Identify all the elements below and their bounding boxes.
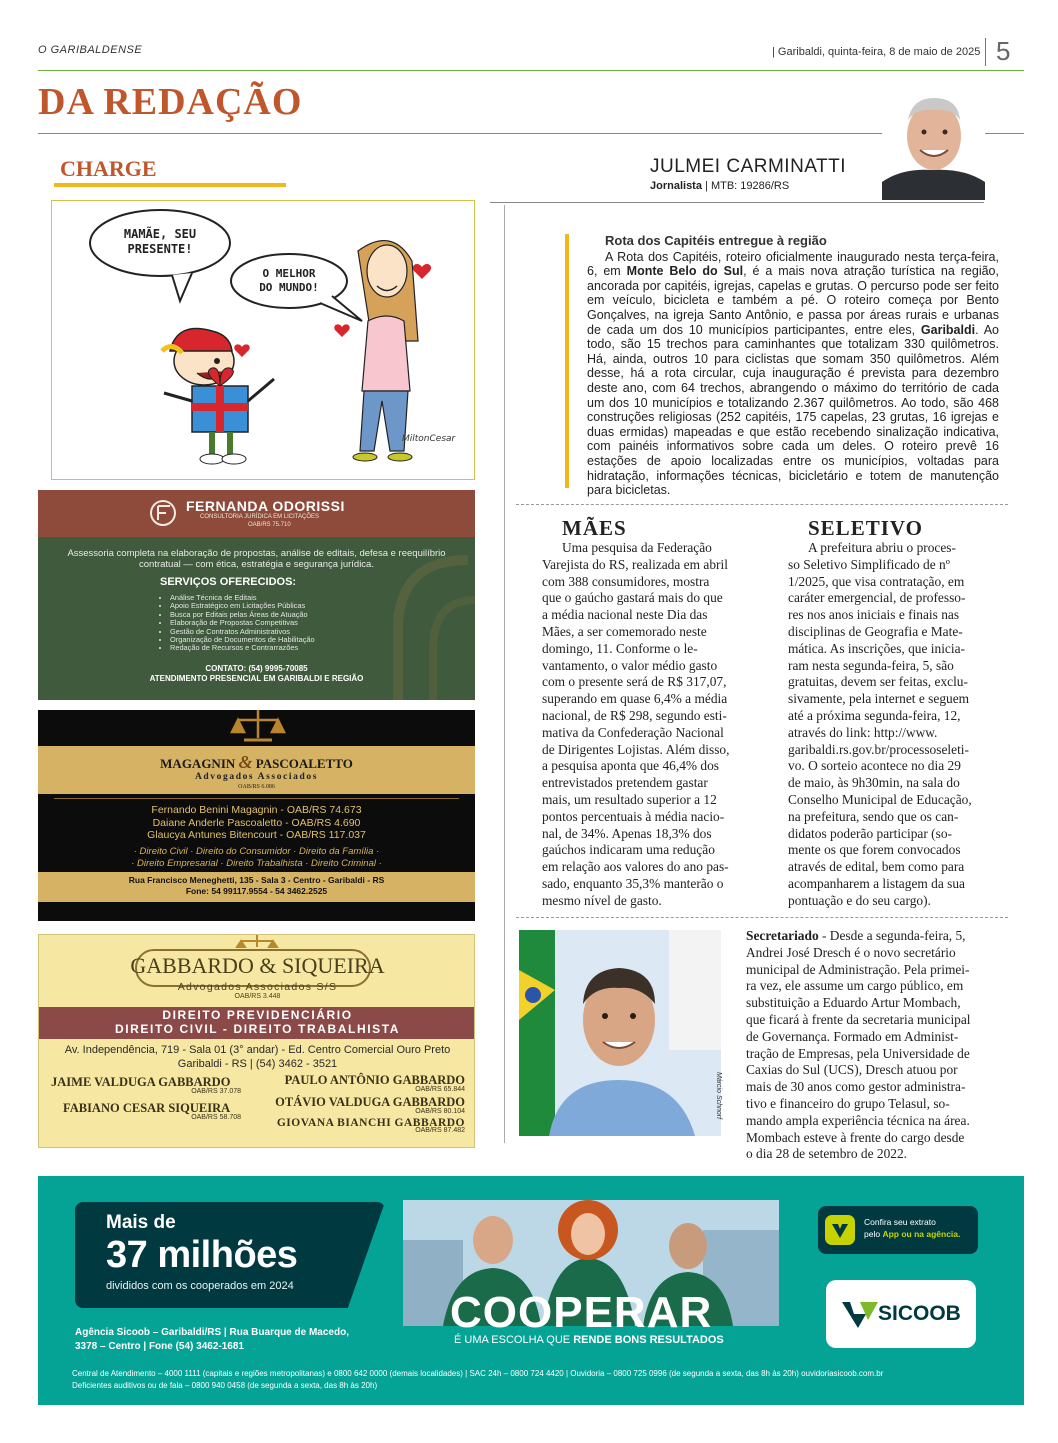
columnist-role: Jornalista | MTB: 19286/RS	[650, 180, 790, 192]
magagnin-lawyers	[38, 804, 475, 842]
gabbardo-oab: OAB/RS 3.448	[234, 993, 281, 1000]
text-line: entrevistados pretendem gastar	[542, 775, 708, 791]
list-item: • Apoio Estratégico em Licitações Públicas	[170, 602, 315, 610]
secretariado-lead: Secretariado	[746, 928, 819, 943]
sicoob-cooperar: COOPERAR	[450, 1288, 713, 1337]
gabbardo-lawyer-oab: OAB/RS 37.078	[191, 1088, 241, 1095]
sicoob-app-line2a: pelo	[864, 1229, 883, 1239]
article-text: , é a mais nova atração turística na região, ancorada por capitéis, igrejas, capelas e grutas. O percurso pode ser feito em veículo, bicicleta e também a pé. O roteiro começa por Bento Gonçalves, na igreja Santo Antônio, e passa por áreas rurais e urbanas de cada um dos 10 municípios participantes, entre eles,	[587, 264, 999, 337]
gabbardo-city-phone: Garibaldi - RS | (54) 3462 - 3521	[177, 1058, 338, 1070]
main-article	[587, 234, 999, 498]
fernanda-logo-icon	[148, 498, 182, 528]
scales-of-justice-icon	[230, 710, 286, 744]
columnist-photo	[882, 90, 985, 200]
magagnin-phone: Fone: 54 99117.9554 - 54 3462.2525	[185, 886, 328, 896]
magagnin-name-b: PASCOALETTO	[255, 756, 353, 771]
text-line: didatos poderão participar (so-	[788, 825, 952, 841]
text-line: que ficará à frente da secretaria municipal	[746, 1011, 971, 1027]
text-line: mais de 30 anos como gestor administra-	[746, 1079, 966, 1095]
section-title: DA REDAÇÃO	[38, 81, 303, 123]
article-text: A Rota dos Capitéis, roteiro oficialmente inaugurado nesta terça-feira, 6, em	[587, 249, 999, 279]
text-line: Secretariado - Desde a segunda-feira, 5,	[746, 928, 966, 943]
sicoob-tagline-b: RENDE BONS RESULTADOS	[573, 1334, 724, 1346]
gabbardo-lawyer-oab: OAB/RS 65.844	[415, 1086, 465, 1093]
sicoob-agency-line2: 3378 – Centro | Fone (54) 3462-1681	[75, 1341, 244, 1352]
gabbardo-area1: DIREITO PREVIDENCIÁRIO	[162, 1008, 353, 1022]
text-line: na prefeitura, sendo que os can-	[788, 808, 959, 824]
text-line: sivamente, pela internet e seguem	[788, 691, 970, 707]
maes-title: MÃES	[562, 516, 627, 540]
secretariado-body	[746, 928, 1002, 1163]
magagnin-ampersand: &	[238, 752, 253, 772]
article-separator	[516, 504, 1008, 505]
bubble-child-line2: PRESENTE!	[127, 242, 193, 256]
charge-label: CHARGE	[60, 156, 157, 181]
fernanda-contact: CONTATO: (54) 9995-70085	[205, 664, 308, 673]
text-line: disciplinas de Geografia e Mate-	[788, 623, 963, 639]
text-line: de maio, às 9h30min, na sala do	[788, 775, 960, 791]
gabbardo-lawyers-left	[51, 1075, 241, 1121]
list-item: • Busca por Editais pelas Áreas de Atuação	[170, 611, 315, 619]
text-line: através do link: http://www.	[788, 724, 938, 740]
text-line: mática. As inscrições, que inicia-	[788, 640, 965, 656]
text-line: através de edital, bem como para	[788, 859, 965, 875]
text-line: substituição a Eduardo Artur Mombach,	[746, 995, 961, 1011]
gabbardo-areas	[39, 1008, 475, 1036]
text-line: municipal de Administração. Pela primei-	[746, 961, 970, 977]
magagnin-areas	[38, 846, 475, 870]
ad-magagnin-pascoaletto	[38, 710, 475, 921]
magagnin-lawyer: Fernando Benini Magagnin - OAB/RS 74.673	[151, 804, 362, 816]
text-line: pontuação e do seu cargo).	[788, 892, 931, 908]
gabbardo-lawyers-right	[261, 1073, 465, 1134]
text-line: a pesquisa aponta que 46,4% dos	[542, 758, 720, 774]
sicoob-brand: SICOOB	[878, 1302, 961, 1325]
text-line: com 388 consumidores, mostra	[542, 573, 710, 589]
sicoob-footer-line1: Central de Atendimento – 4000 1111 (capitais e regiões metropolitanas) e 0800 642 0000 (demais localidades) | SAC 24h – 0800 724 4420 | Ouvidoria – 0800 725 0996 (de segunda a sexta, das 8h às 20h) ouvidoriasicoob.com.br	[72, 1369, 884, 1378]
sicoob-divided: divididos com os cooperados em 2024	[106, 1280, 294, 1292]
sicoob-tagline-a: É UMA ESCOLHA QUE	[454, 1334, 574, 1346]
gabbardo-lawyer: FABIANO CESAR SIQUEIRA	[63, 1101, 231, 1115]
text-line: Conselho Municipal de Educação,	[788, 791, 972, 807]
text-line: Mães, a ser comemorado neste	[542, 623, 707, 639]
text-line: caráter emergencial, de professo-	[788, 590, 966, 606]
edition-date-text: Garibaldi, quinta-feira, 8 de maio de 2025	[777, 46, 981, 58]
sicoob-agency-line1: Agência Sicoob – Garibaldi/RS | Rua Buarque de Macedo,	[75, 1327, 349, 1338]
speech-bubble-child	[104, 227, 216, 257]
list-item: • Gestão de Contratos Administrativos	[170, 628, 315, 636]
gabbardo-lawyer-oab: OAB/RS 87.482	[415, 1127, 465, 1134]
text-line: acompanharem a listagem da sua	[788, 875, 965, 891]
bubble-child-line1: MAMÃE, SEU	[123, 227, 197, 241]
gabbardo-subtitle: Advogados Associados S/S	[177, 981, 338, 993]
text-line: a média nacional neste Dia das	[542, 607, 708, 623]
gabbardo-contact	[39, 1043, 475, 1071]
text-line: Uma pesquisa da Federação	[562, 540, 712, 555]
ad-sicoob	[38, 1176, 1024, 1405]
text-line: tivo e financeiro do grupo Telasul, so-	[746, 1095, 950, 1111]
columnist-rule	[490, 202, 984, 203]
text-line: Caxias do Sul (UCS), Dresch atuou por	[746, 1062, 958, 1078]
text-line: até a próxima segunda-feira, 12,	[788, 707, 961, 723]
article-text-bold: Garibaldi	[920, 322, 976, 337]
sicoob-logo-icon	[840, 1298, 880, 1332]
list-item: • Redação de Recursos e Contrarrazões	[170, 644, 315, 652]
publication-name: O GARIBALDENSE	[38, 44, 143, 56]
text-line: so Seletivo Simplificado de nº	[788, 556, 950, 572]
text-line: res nos anos iniciais e finais nas	[788, 607, 960, 623]
fernanda-attendance: ATENDIMENTO PRESENCIAL EM GARIBALDI E REGIÃO	[149, 674, 364, 683]
magagnin-areas-line2: · Direito Empresarial · Direito Trabalhista · Direito Criminal ·	[131, 858, 382, 869]
ad-fernanda-odorissi	[38, 490, 475, 700]
text-line: com o presente será de R$ 317,07,	[542, 674, 727, 690]
bubble-mother-line2: DO MUNDO!	[259, 281, 319, 294]
text-line: ram nesta segunda-feira, 5, são	[788, 657, 954, 673]
columnist-title: Jornalista	[650, 180, 702, 192]
ad-gabbardo-siqueira	[38, 934, 475, 1148]
text-line: mente os que forem convocados	[788, 842, 961, 858]
gabbardo-lawyer: GIOVANA BIANCHI GABBARDO	[276, 1117, 465, 1129]
fernanda-services-list	[170, 594, 315, 653]
gabbardo-address: Av. Independência, 719 - Sala 01 (3° andar) - Ed. Centro Comercial Ouro Preto	[64, 1044, 451, 1056]
text-line: 1/2025, que visa contratação, em	[788, 573, 965, 589]
sicoob-amount: 37 milhões	[106, 1234, 298, 1276]
text-line: superando em quase 6,4% a média	[542, 691, 728, 707]
text-line: mativa da Confederação Nacional	[542, 724, 724, 740]
page-number: 5	[996, 36, 1011, 66]
charge-underline	[54, 183, 286, 187]
secretariado-photo	[519, 930, 721, 1136]
text-line: mesmo nível de gasto.	[542, 892, 662, 908]
cartoon-signature: MiltonCesar	[402, 434, 456, 444]
header-rule	[38, 70, 1024, 71]
main-article-title: Rota dos Capitéis entregue à região	[605, 233, 827, 248]
text-line: Andrei José Dresch é o novo secretário	[746, 944, 956, 960]
sicoob-app-line2b: App ou na agência.	[882, 1229, 961, 1239]
text-line: que o gaúcho gastará mais do que	[542, 590, 723, 606]
page-number-separator	[985, 38, 986, 66]
text-line: gaúchos indicaram uma redução	[542, 842, 715, 858]
gabbardo-name: GABBARDO & SIQUEIRA	[130, 953, 385, 978]
text-line: mando ampla experiência técnica na área.	[746, 1112, 970, 1128]
gabbardo-area2: DIREITO CIVIL - DIREITO TRABALHISTA	[114, 1022, 401, 1036]
text-line: pontos percentuais à média nacio-	[542, 808, 725, 824]
text-line: vantamento, o valor médio gasto	[542, 657, 718, 673]
text-line: tração de Empresas, pela Universidade de	[746, 1045, 970, 1061]
seletivo-body	[788, 540, 1010, 910]
text-line: Varejista do RS, realizada em abril	[542, 556, 728, 572]
columnist-mtb: MTB: 19286/RS	[710, 180, 790, 192]
text-line: o dia 28 de setembro de 2022.	[746, 1146, 908, 1162]
maes-body	[542, 540, 764, 910]
article-separator	[516, 917, 1008, 918]
text-line: garibaldi.rs.gov.br/processoseleti-	[788, 741, 969, 757]
gabbardo-lawyer-oab: OAB/RS 80.104	[415, 1108, 465, 1115]
sicoob-footer-line2: Deficientes auditivos ou de fala – 0800 940 0458 (de segunda a sexta, das 8h às 20h)	[72, 1380, 378, 1390]
magagnin-areas-line1: · Direito Civil · Direito do Consumidor · Direito da Família ·	[133, 846, 380, 857]
columnist-name: JULMEI CARMINATTI	[650, 156, 847, 177]
text-line: domingo, 11. Conforme o le-	[542, 640, 698, 656]
text-line: gratuitas, devem ser feitas, exclu-	[788, 674, 968, 690]
bubble-mother-line1: O MELHOR	[262, 267, 316, 280]
magagnin-name-a: MAGAGNIN	[160, 756, 236, 771]
gabbardo-lawyer: PAULO ANTÔNIO GABBARDO	[284, 1073, 465, 1087]
fernanda-intro: Assessoria completa na elaboração de propostas, análise de editais, defesa e reequilíbrio contratual — com ética, estratégia e segurança jurídica.	[67, 548, 446, 570]
photo-credit: Márcio Schnorf	[715, 1072, 722, 1120]
magagnin-lawyer: Glaucya Antunes Bitencourt - OAB/RS 117.037	[147, 829, 366, 841]
text-line: mais, um resultado superior a 12	[542, 791, 717, 807]
list-item: • Organização de Documentos de Habilitação	[170, 636, 315, 644]
magagnin-subtitle: Advogados Associados	[194, 772, 319, 782]
sicoob-app-line1: Confira seu extrato	[864, 1217, 936, 1227]
text-line: nacional, de R$ 298, segundo esti-	[542, 707, 727, 723]
text-line: vo. O sorteio acontece no dia 29	[788, 758, 961, 774]
fernanda-oab: OAB/RS 75.710	[248, 522, 291, 528]
list-item: • Elaboração de Propostas Competitivas	[170, 619, 315, 627]
gabbardo-lawyer: OTÁVIO VALDUGA GABBARDO	[275, 1095, 465, 1109]
sicoob-footer	[72, 1368, 1012, 1391]
list-item: • Análise Técnica de Editais	[170, 594, 315, 602]
fernanda-name: FERNANDA ODORISSI	[186, 498, 345, 514]
cartoon	[51, 200, 475, 480]
seletivo-title: SELETIVO	[808, 516, 923, 540]
text-line: em relação aos valores do ano pas-	[542, 859, 729, 875]
sicoob-agency	[75, 1326, 349, 1354]
speech-bubble-mother	[242, 267, 336, 295]
fernanda-decor-shape	[378, 550, 475, 700]
section-rule	[38, 133, 1024, 134]
sicoob-app-icon	[824, 1214, 856, 1246]
magagnin-address: Rua Francisco Meneghetti, 135 - Sala 3 - Centro - Garibaldi - RS	[128, 875, 385, 885]
gabbardo-lawyer-oab: OAB/RS 58.708	[191, 1114, 241, 1121]
text-line: nal, de 34%. Apenas 18,3% dos	[542, 825, 712, 841]
text-line: de Governança. Formado em Administ-	[746, 1028, 959, 1044]
article-text: . Ao todo, são 15 trechos para caminhantes que totalizam 330 quilômetros. Há, ainda, outros 10 para ciclistas que somam 350 quilômetros. Além desse, há a rota circular, cuja inauguração é prevista para dezembro deste ano, com 64 trechos, abrangendo o máximo do território de cada um dos 10 municípios e totalizando 2.367 quilômetros. Ao todo, são 468 construções religiosas (252 capitéis, 175 capelas, 23 grutas, 16 igrejas e duas ermidas) mapeadas e que estão recebendo sinalização indicativa, com painéis informativos sobre cada um deles. O roteiro prevê 16 estações de apoio localizadas entre os municípios, voltadas para hidratação, informações técnicas, bicicletário e totem de manutenção para bicicletas.	[587, 322, 999, 498]
sicoob-mais-de: Mais de	[106, 1212, 176, 1233]
sicoob-app-text	[864, 1216, 960, 1240]
article-text-bold: Monte Belo do Sul	[626, 264, 744, 279]
edition-date: | Garibaldi, quinta-feira, 8 de maio de 2025	[772, 46, 981, 58]
fernanda-services-title: SERVIÇOS OFERECIDOS:	[160, 576, 297, 588]
text-line: sado, enquanto 35,3% manterão o	[542, 875, 724, 891]
fernanda-subtitle: CONSULTORIA JURÍDICA EM LICITAÇÕES	[200, 514, 320, 520]
column-divider	[504, 205, 505, 1143]
text-line: de Dirigentes Lojistas. Além disso,	[542, 741, 730, 757]
text-line: Mombach esteve à frente do cargo desde	[746, 1129, 965, 1145]
magagnin-oab: OAB/RS 6.086	[238, 784, 275, 790]
magagnin-name	[38, 752, 475, 773]
magagnin-contact	[38, 875, 475, 897]
gabbardo-lawyer: JAIME VALDUGA GABBARDO	[51, 1075, 231, 1089]
sicoob-tagline	[454, 1334, 724, 1346]
main-article-body	[587, 250, 999, 498]
text-line: ra vez, ele assume um cargo público, em	[746, 978, 964, 994]
sicoob-app-line2	[864, 1228, 960, 1240]
main-article-accent-bar	[565, 234, 569, 488]
magagnin-lawyer: Daiane Anderle Pascoaletto - OAB/RS 4.690	[152, 816, 361, 829]
text-line: A prefeitura abriu o proces-	[808, 540, 956, 555]
